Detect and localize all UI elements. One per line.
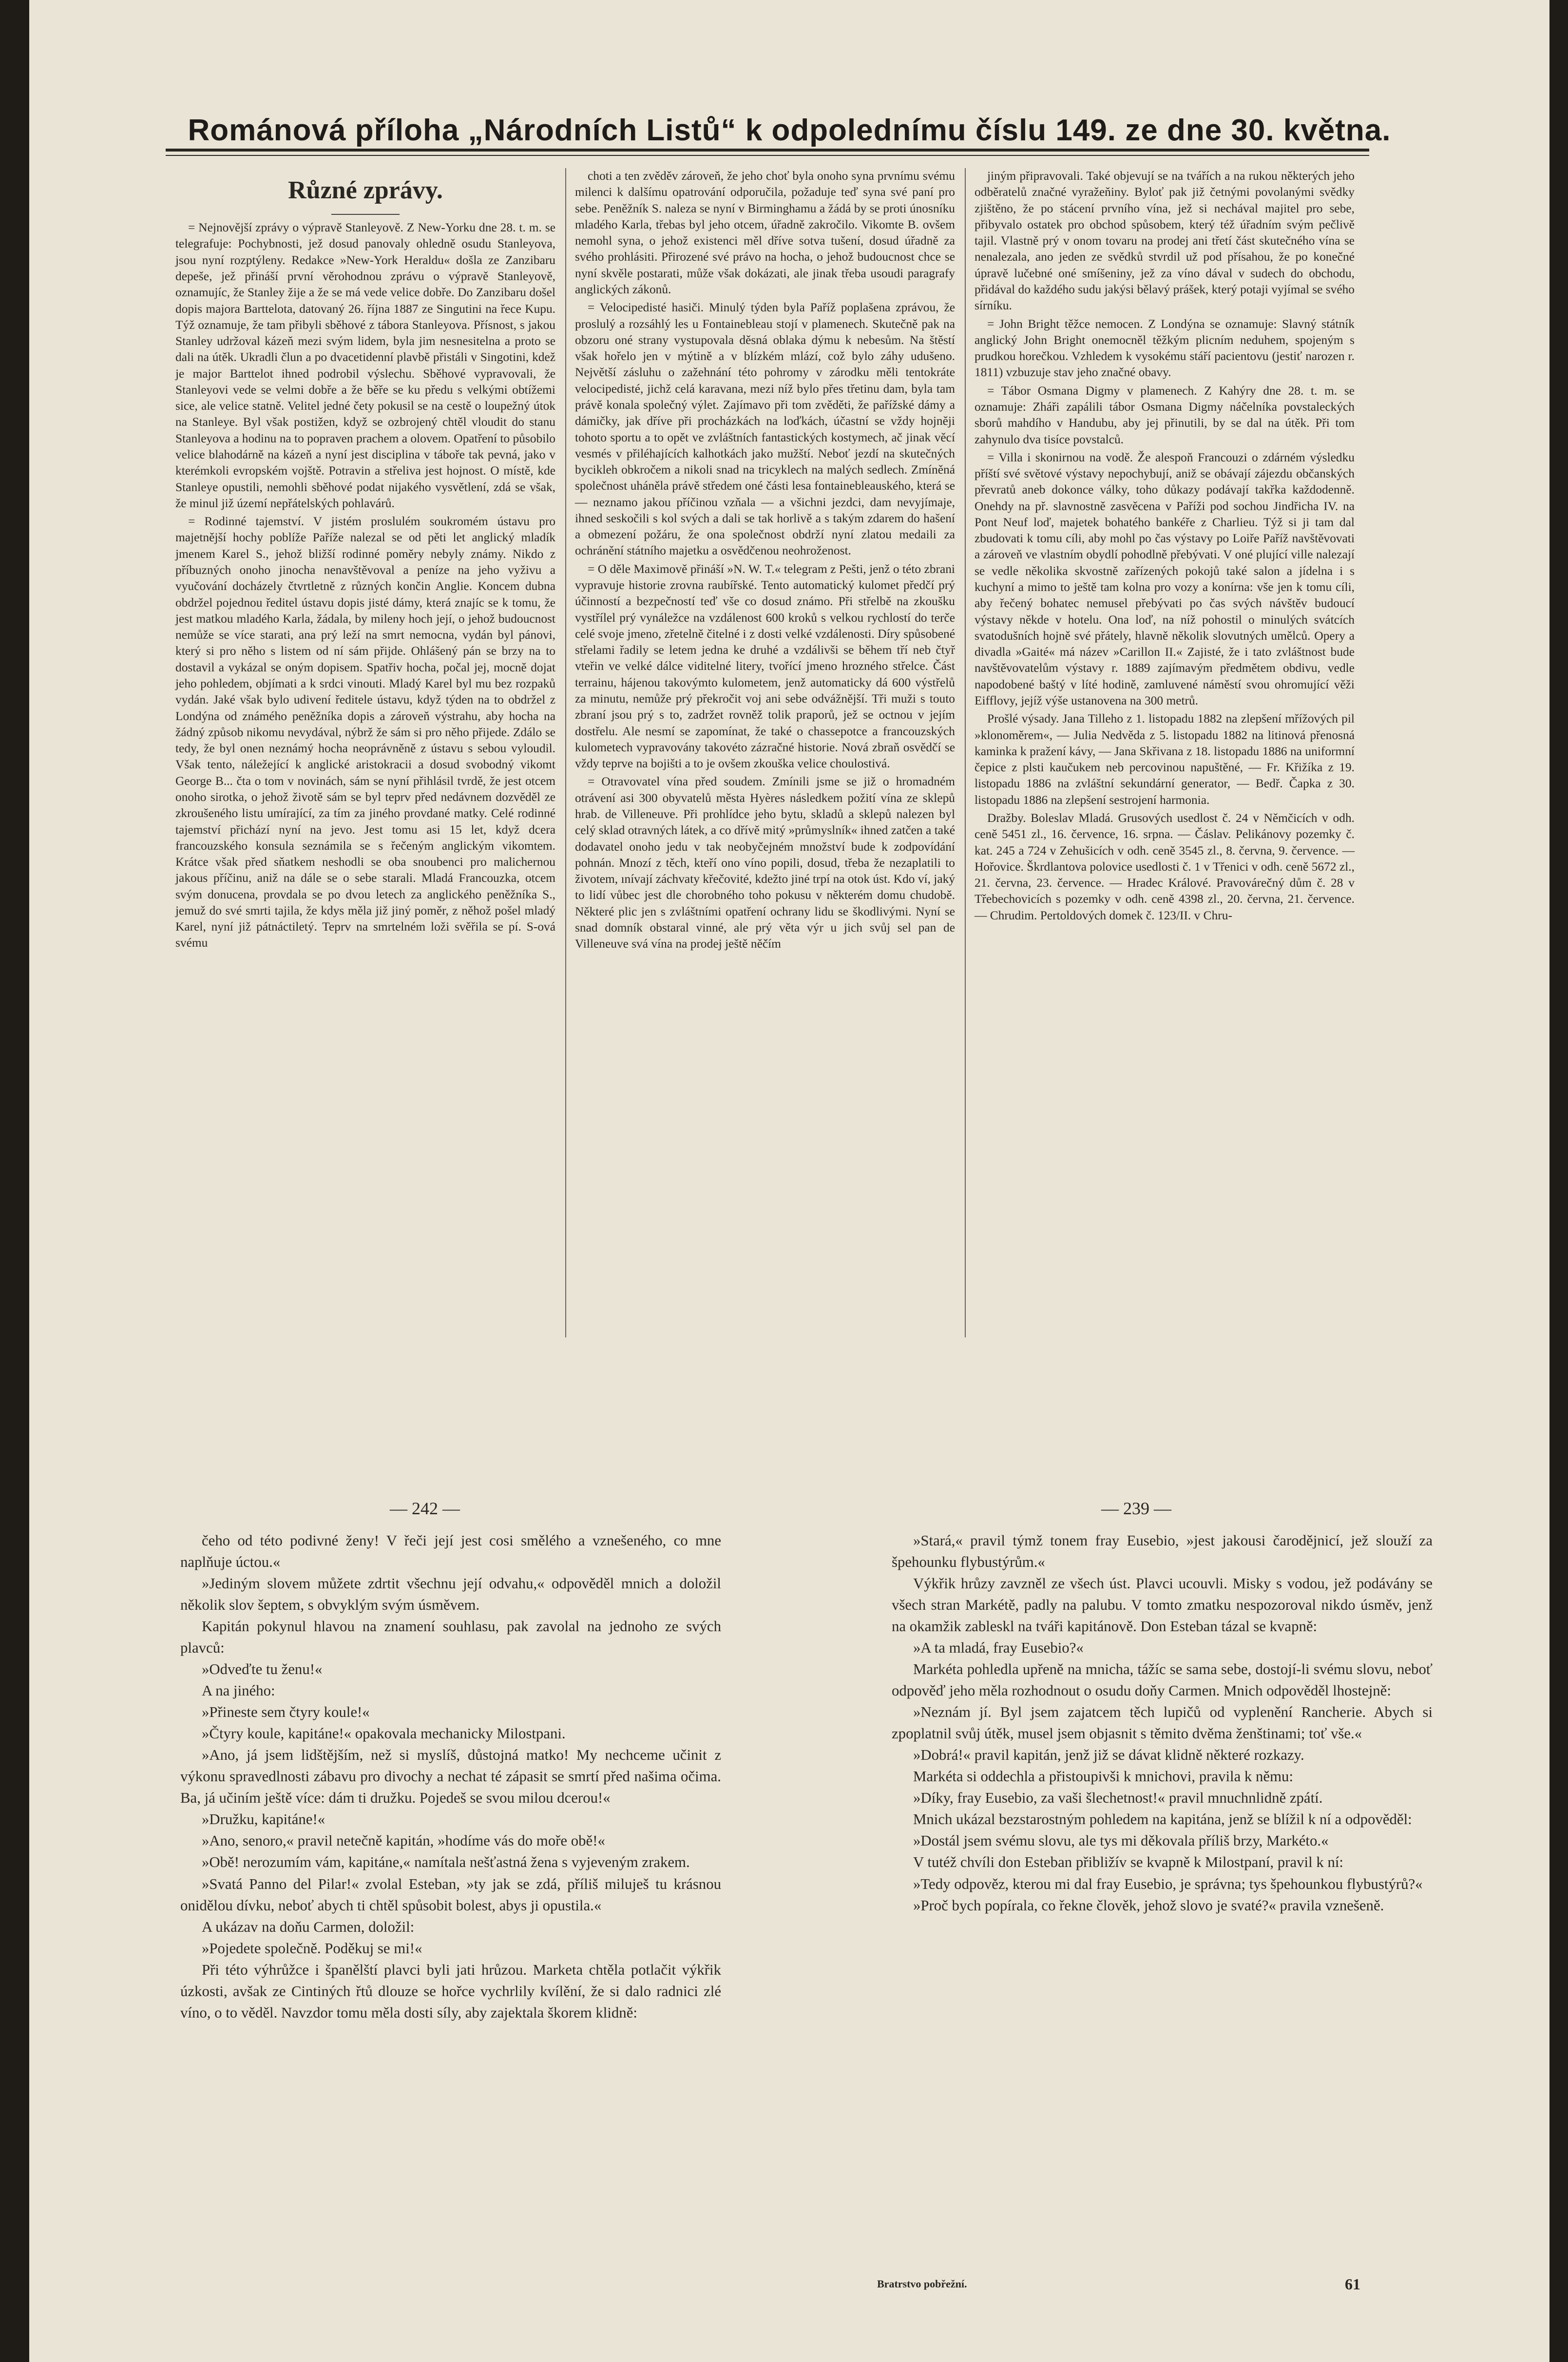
novel-paragraph: čeho od této podivné ženy! V řeči její jest cosi smělého a vznešeného, co mne naplňuje úctou.« — [180, 1532, 721, 1571]
novel-paragraph: »Proč bych popírala, co řekne člověk, jehož slovo je svaté?« pravila vznešeně. — [913, 1897, 1384, 1914]
novel-paragraph: »Družku, kapitáne!« — [202, 1811, 325, 1828]
news-item: = Villa i skonirnou na vodě. Že alespoň Francouzi o zdárném výsledku příští své světové výstavy nepochybují, aniž se obávají zájezdu občanských převratů aneb dokonce války, toho důkazy podávají takřka každodenně. Onehdy na př. slavnostně zasvěcena v Paříži pod sochou Jindřicha IV. na Pont Neuf loď, majetek bohatého bankéře z Charlieu. Týž si ji tam dal zbudovati k tomu cíli, aby mohl po čas výstavy po Loiře Paříž navštěvovati a zároveň ve vlastním obydlí pohodlně přebývati. V oné plující ville nalezají se vedle několika skvostně zařízených pokojů také salon a jídelna i s kuchyní a mimo to ještě tam kolna pro vozy a konírna: vše jen k tomu cíli, aby řečený bohatec nemusel přebývati po čas svých návštěv budoucí výstavy někde v hotelu. Ona loď, na níž pohostil o minulých svátcích svatodušních hojně své přátely, hlavně několik slovutných umělců. Opery a divadla »Gaité« má název »Carillon II.« Zajisté, že i tato zvláštnost bude navštěvovatelům výstavy r. 1889 zajímavým předmětem obdivu, vedle napodobené baštý v líté hodině, zamluvené náměstí svou ohromující věži Eifflovy, jejíž výše ustanovena na 300 metrů. — [975, 450, 1355, 707]
news-item: = O děle Maximově přináší »N. W. T.« telegram z Pešti, jenž o této zbrani vypravuje historie zrovna raubířské. Tento automatický kulomet předčí prý účinností a bezpečností teď vše co dosud známo. Při střelbě na zkoušku vystřílel prý vynáležce na vzdálenost 600 kroků s velkou rychlostí do terče celé svoje jmeno, zřetelně čitelné i z dosti velké vzdálenosti. Díry spůsobené střelami řadily se letem jedna ke druhé a vzdálivši se během tří neb čtyř vteřin ve velké dálce viditelné litery, tvořící jmeno hrozného střelce. Část terrainu, hájenou takovýmto kulometem, jenž automaticky dá 600 výstřelů za minutu, nemůže prý překročit voj ani sebe odvážnější. Tři muži s touto zbraní jsou prý s to, zadržet rovněž tolik praporů, jež se octnou v jejím dostřelu. Ale nesmí se zapomínat, že také o chassepotce a francouzských kulometech vypravovány takovéto zázračné historie. Nová zbraň osvědčí se vždy teprve na bojišti a to je ovšem zkouška velice choulostivá. — [575, 562, 955, 771]
news-item: choti a ten zvěděv zároveň, že jeho choť byla onoho syna prvnímu svému milenci k dalšímu opatrování odporučila, požaduje teď syna své paní pro sebe. Peněžník S. naleza se nyní v Birminghamu a žádá by se proti únosníku mladého Karla, třebas byl jeho otcem, úřadně zakročilo. Vikomte B. ovšem nemohl syna, o jehož existenci měl dříve sotva tušení, dosud úřadně za svého prohlásiti. Přirozené své právo na hocha, o jehož budoucnost chce se nyní skvěle postarati, může však dokázati, ale jinak třeba usoudi paragrafy anglických zákonů. — [575, 169, 955, 296]
newspaper-page — [29, 0, 1549, 2362]
novel-paragraph: »Jediným slovem můžete zdrtit všechnu její odvahu,« odpověděl mnich a doložil několik slov šeptem, s obvyklým svým úsměvem. — [180, 1575, 721, 1614]
masthead: Románová příloha „Národních Listů“ k odpolednímu číslu 149. ze dne 30. května. — [188, 114, 1391, 147]
novel-paragraph: »Ano, senoro,« pravil netečně kapitán, »hodíme vás do moře obě!« — [202, 1832, 605, 1849]
title-rule — [331, 214, 400, 215]
novel-paragraph: »A ta mladá, fray Eusebio?« — [913, 1639, 1084, 1657]
novel-paragraph: »Obě! nerozumím vám, kapitáne,« namítala nešťastná žena s vyjeveným zrakem. — [202, 1854, 690, 1871]
novel-paragraph: Výkřik hrůzy zavzněl ze všech úst. Plavci ucouvli. Misky s vodou, jež podávány se všech stran Markétě, padly na palubu. V tomto zmatku nespozoroval nikdo úsměv, jenž na okamžik zableskl na tváři kapitánově. Don Esteban tázal se kvapně: — [892, 1575, 1433, 1635]
news-item: = Nejnovější zprávy o výpravě Stanleyově. Z New-Yorku dne 28. t. m. se telegrafuje: Pochybnosti, jež dosud panovaly ohledně osudu Stanleyova, jsou nyní rozptýleny. Redakce »New-York Heraldu« došla ze Zanzibaru depeše, jež přináší první věrohodnou zprávu o výpravě Stanleyově, oznamujíc, že Stanley žije a že se má vede velice dobře. Do Zanzibaru došel dopis majora Barttelota, datovaný 26. října 1887 ze Singutini na řece Kupu. Týž oznamuje, že tam přibyli sběhové z tábora Stanleyova. Přísnost, s jakou Stanley udržoval kázeň mezi svým lidem, byla jim nesnesitelna a proto se dali na útěk. Ukradli člun a po dvacetidenní plavbě přistáli v Singotini, kdež je major Barttelot ihned podrobil výslechu. Sběhové vypravovali, že Stanleyovi vede se velmi dobře a že běře se ku předu s velkými obtížemi sice, ale velice statně. Velitel jedné čety pokusil se na cestě o loupežný útok na Stanleye. Byl však postižen, když se ozbrojený chtěl vloudit do stanu Stanleyova a hodinu na to popraven prachem a olovem. Opatření to působilo velice blahodárně na kázeň a nyní jest disciplina v táboře tak pevná, jako v kterémkoli evropském vojště. Potravin a střeliva jest hojnost. O místě, kde Stanleye opustili, nemohli sběhové podat nijakého vysvětlení, zdá se však, že minul již území nepřátelských pohlavárů. — [175, 221, 555, 510]
novel-paragraph: »Neznám jí. Byl jsem zajatcem těch lupičů od vyplenění Rancherie. Abych si zpoplatnil svůj útěk, musel jsem objasnit s těmito dvěma ženštinami; toť vše.« — [892, 1704, 1433, 1742]
novel-paragraph: »Stará,« pravil týmž tonem fray Eusebio, »jest jakousi čarodějnicí, jež slouží za špehounku flybustýrům.« — [892, 1532, 1433, 1571]
novel-paragraph: A na jiného: — [202, 1682, 275, 1699]
novel-page-left — [180, 1530, 721, 2023]
novel-paragraph: »Ano, já jsem lidštějším, než si myslíš, důstojná matko! My nechceme učinit z výkonu spravedlnosti zábavu pro divochy a nechat té zápasit se smrtí před našima očima. Ba, já učiním ještě více: dám ti družku. Pojedeš se svou milou dcerou!« — [180, 1747, 721, 1807]
masthead-rule — [166, 149, 1369, 152]
novel-paragraph: V tutéž chvíli don Esteban přibližív se kvapně k Milostpaní, pravil k ní: — [913, 1854, 1343, 1871]
novel-paragraph: »Pojedete společně. Poděkuj se mi!« — [202, 1940, 422, 1957]
news-item: jiným připravovali. Také objevují se na tvářích a na rukou některých jeho odběratelů značné vyražeňiny. Byloť pak již četnými povolanými svědky zjištěno, že po stácení prvního vína, jež si nechával majitel pro sebe, přibyvalo ostatek pro obchod spůsobem, který též úřadním svým pečlivě tajil. Vlastně prý v onom tovaru na prodej ani třetí část skutečného vína se nenalezala, ano jeden ze svědků stvrdil už pod přísahou, že po konečné úpravě lučebné oné smíšeniny, jež za víno dával v sudech do obchodu, přidával do každého sudu jakýsi bělavý prášek, který potaji vyjímal se svého sírníku. — [975, 169, 1355, 313]
news-item: Prošlé výsady. Jana Tilleho z 1. listopadu 1882 na zlepšení mřížových pil »klonoměrem«, — Julia Nedvěda z 5. listopadu 1882 na litinová přenosná kaminka k pražení kávy, — Jana Skřivana z 18. listopadu 1886 na uniformní čepice z plsti kaučukem neb percovinou napuštěné, — Fr. Křižíka z 19. listopadu 1886 na zvláštní sekundární generator, — Bedř. Čapka z 30. listopadu 1886 na zlepšení sestrojení harmonia. — [975, 712, 1355, 807]
novel-sheet-number: 61 — [1345, 2275, 1360, 2293]
novel-paragraph: »Přineste sem čtyry koule!« — [202, 1704, 370, 1721]
page-number-left: — 242 — — [390, 1499, 460, 1518]
novel-paragraph: Markéta pohledla upřeně na mnicha, tážíc se sama sebe, dostojí-li svému slovu, neboť odpověď jeho měla rozhodnout o osudu doňy Carmen. Mnich odpověděl lhostejně: — [892, 1661, 1433, 1699]
novel-paragraph: Kapitán pokynul hlavou na znamení souhlasu, pak zavolal na jednoho ze svých plavců: — [180, 1618, 721, 1657]
section-title: Různé zprávy. — [288, 176, 443, 204]
masthead-rule-thin — [166, 155, 1369, 156]
page-number-right: — 239 — — [1101, 1499, 1171, 1518]
news-item: = Rodinné tajemství. V jistém proslulém soukromém ústavu pro majetnější hochy poblíže Paříže nalezal se od pěti let anglický mladík jmenem Karel S., jehož bližší rodinné poměry nebyly známy. Nikdo z příbuzných onoho jinocha nenavštěvoval a peníze na jeho vyživu a vyučování docházely čtvrtletně z různých končin Anglie. Koncem dubna obdržel pojednou ředitel ústavu dopis jisté dámy, která znajíc se k tomu, že jest matkou mladého Karla, žádala, by mileny hoch její, o jehož budoucnost nemůže se více starati, ana prý leží na smrt nemocna, vydán byl pánovi, který si pro něho s listem od ní sám přijde. Ohlášený pán se brzy na to dostavil a vykázal se oným dopisem. Spatřiv hocha, počal jej, mocně dojat jeho pohledem, objímati a k srdci vinouti. Mladý Karel byl mu bez rozpaků vydán. Jaké však bylo udivení ředitele ústavu, když týden na to obdržel z Londýna od známého peněžníka dopis a zároveň výstrahu, aby hocha na žádný způsob nikomu nevydával, nýbrž že sám si pro něho přijede. Zdálo se tedy, že byl onen neznámý hocha neoprávněně z ústavu s sebou vyloudil. Však tento, náležející k anglické aristokracii a dosud svobodný vikomt George B... čta o tom v novinách, sám se nyní přihlásil tvrdě, že jest otcem onoho sirotka, o jehož životě sám se byl teprv před nedávnem dozvěděl ze zkroušeného listu umírající, za tím za jiného provdané matky. Celé rodinné tajemství přichází nyní na jevo. Jest tomu asi 15 let, když dcera francouzského konsula seznámila se s řečeným anglickým vikomtem. Krátce však před sňatkem neshodli se oba snoubenci pro malichernou jakous příčinu, aniž na dále se o sebe starali. Mladá Francouzka, otcem svým donucena, provdala se po dvou letech za anglického peněžníka S., jemuž do své smrti tajila, že kdys měla již jiný poměr, z něhož pošel mladý Karel, nyní již pátnáctiletý. Teprv na smrtelném loži svěřila se pí. S-ová svému — [175, 514, 555, 950]
news-item: Dražby. Boleslav Mladá. Grusových usedlost č. 24 v Němčicích v odh. ceně 5451 zl., 16. července, 16. srpna. — Čáslav. Pelikánovy pozemky č. kat. 245 a 724 v Zehušicích v odh. ceně 3545 zl., 8. června, 9. července. — Hořovice. Škrdlantova polovice usedlosti č. 1 v Třenici v odh. ceně 5672 zl., 21. června, 23. července. — Hradec Králové. Pravovárečný dům č. 28 v Třebechovicích s pozemky v odh. ceně 4398 zl., 20. června, 21. července. — Chrudim. Pertoldových domek č. 123/II. v Chru- — [975, 811, 1355, 922]
novel-paragraph: »Tedy odpověz, kterou mi dal fray Eusebio, je správna; tys špehounkou flybustýrů?« — [913, 1875, 1423, 1892]
column-divider — [965, 168, 966, 1337]
news-column-2 — [575, 168, 955, 954]
novel-paragraph: Markéta si oddechla a přistoupivši k mnichovi, pravila k němu: — [913, 1768, 1294, 1785]
novel-paragraph: Při této výhrůžce i španělští plavci byli jati hrůzou. Marketa chtěla potlačit výkřik úzkosti, avšak ze Cintiných řtů dlouze se hořce vychrlily kvílění, že si dalo radnici zlé víno, o to věděl. Navzdor tomu měla dosti síly, aby zajektala škorem klidně: — [180, 1961, 721, 2021]
novel-paragraph: »Čtyry koule, kapitáne!« opakovala mechanicky Milostpani. — [202, 1725, 566, 1742]
novel-paragraph: »Odveďte tu ženu!« — [202, 1661, 323, 1678]
novel-paragraph: »Dostál jsem svému slovu, ale tys mi děkovala příliš brzy, Markéto.« — [913, 1832, 1329, 1849]
novel-signature: Bratrstvo pobřežní. — [877, 2278, 967, 2290]
novel-paragraph: »Dobrá!« pravil kapitán, jenž již se dávat klidně některé rozkazy. — [913, 1747, 1304, 1764]
news-item: = Velocipedisté hasiči. Minulý týden byla Paříž poplašena zprávou, že proslulý a rozsáhlý les u Fontainebleau stojí v plamenech. Skutečně pak na obzoru oné strany vystupovala děsná oblaka dýmu k nebesům. Na štěstí však hořelo jen v mýtině a v blízkém mlází, což bylo záhy udušeno. Největší zásluhu o zažehnání této pohromy v zárodku měli tentokráte velocipedisté, jichž celá karavana, mezi níž bylo přes třetinu dam, byla tam právě konala společný výlet. Zajímavo při tom zvěděti, že pařížské dámy a dámičky, jak dříve při procházkách na loďkách, účastní se vždy hojněji tohoto sportu a to opět ve zvláštních fantastických kostymech, ač jinak věcí vesmés v přiléhajících kalhotkách jako mužští. Neboť jezdí na skutečných bycikleh obkročem a nikoli snad na tricyklech na malých sedlech. Zmíněná společnost uháněla právě středem oné části lesa fontainebleauského, která se — neznamo jakou příčinou vzňala — a všichni jezdci, dam nevyjímaje, ihned seskočili s kol svých a dali se tak horlivě a s takým zdarem do hašení a obmezení požáru, že ona společnost obdrží nyní zlatou medaili za ochránění státního majetku a osvědčenou neohroženost. — [575, 301, 955, 558]
column-divider — [565, 168, 566, 1337]
news-item: = Tábor Osmana Digmy v plamenech. Z Kahýry dne 28. t. m. se oznamuje: Zháři zapálili tábor Osmana Digmy náčelníka povstaleckých sborů mahdího v Handubu, aby jej přinutili, by se dal na útěk. Při tom zahynulo dva tisíce povstalců. — [975, 383, 1355, 446]
novel-paragraph: »Díky, fray Eusebio, za vaši šlechetnost!« pravil mnuchnlidně zpátí. — [913, 1790, 1323, 1807]
news-column-3 — [975, 168, 1355, 926]
novel-paragraph: »Svatá Panno del Pilar!« zvolal Esteban, »ty jak se zdá, příliš miluješ tu krásnou onidělou dívku, neboť abych ti chtěl spůsobit bolest, abys ji opustila.« — [180, 1875, 721, 1914]
novel-paragraph: A ukázav na doňu Carmen, doložil: — [202, 1918, 415, 1935]
news-item: = John Bright těžce nemocen. Z Londýna se oznamuje: Slavný státník anglický John Bright onemocněl těžkým plicním neduhem, spojeným s prudkou horečkou. Vzhledem k vysokému stáří pacientovu (jestiť narozen r. 1811) vzbuzuje stav jeho značné obavy. — [975, 317, 1355, 380]
novel-paragraph: Mnich ukázal bezstarostným pohledem na kapitána, jenž se blížil k ní a odpověděl: — [913, 1811, 1412, 1828]
novel-page-right — [892, 1530, 1433, 1916]
news-column-1 — [175, 168, 555, 953]
news-item: = Otravovatel vína před soudem. Zmínili jsme se již o hromadném otrávení asi 300 obyvatelů města Hyères následkem požití vína ze sklepů hrab. de Villeneuve. Při prohlídce jeho bytu, skladů a sklepů nalezen byl celý sklad otravných látek, a co dřívě mitý »průmyslník« ihned zatčen a také dodavatel onoho jedu v tak neobyčejném množství bude k zodpovídání pohnán. Mnozí z těch, kteří ono víno popili, dosud, třeba že nezaplatili to životem, ınívají záchvaty křečovité, kdežto jiné trpí na otok úst. Kdo ví, jaký to lidí vůbec jest dle chorobného toho pokusu v některém domu chudobě. Některé plic jen s zvláštními opatření ochrany lidu se škodlivými. Nyní se snad domník obstaral vinné, ale prý věta výr u jich svůj sel pan de Villeneuve svá vína na prodej ještě něčím — [575, 775, 955, 951]
